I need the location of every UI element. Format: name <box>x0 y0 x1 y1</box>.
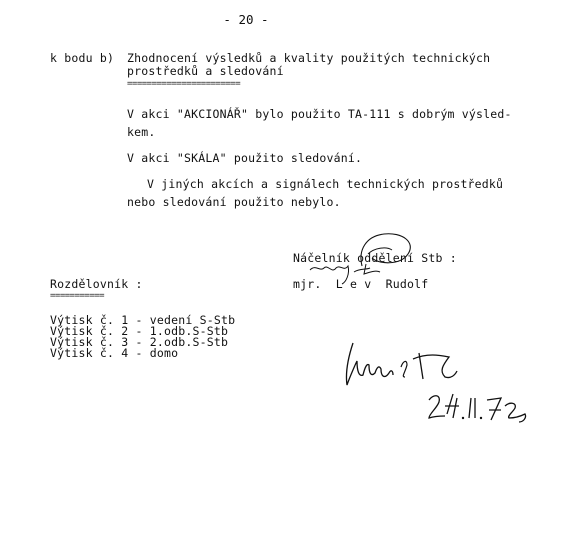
distribution-copy-3: Výtisk č. 3 - 2.odb.S-Stb <box>50 335 229 349</box>
handwritten-initials <box>300 228 430 288</box>
paragraph-3-line-1: V jiných akcích a signálech technických prostředků <box>147 177 504 191</box>
section-label: k bodu b) <box>50 51 115 65</box>
signature-title: Náčelník oddělení Stb : <box>293 251 457 265</box>
paragraph-1-line-2: kem. <box>127 125 156 139</box>
distribution-underline: =========== <box>50 291 105 301</box>
paragraph-2: V akci "SKÁLA" použito sledování. <box>127 151 363 165</box>
section-heading-line1: Zhodnocení výsledků a kvality použitých technických <box>127 51 491 65</box>
heading-underline: ======================= <box>127 79 241 89</box>
paragraph-1-line-1: V akci "AKCIONÁŘ" bylo použito TA-111 s dobrým výsled- <box>127 107 512 121</box>
handwritten-signature <box>335 335 475 395</box>
section-heading-line2: prostředků a sledování <box>127 64 284 78</box>
distribution-heading: Rozdělovník : <box>50 277 143 291</box>
paragraph-3-line-2: nebo sledování použito nebylo. <box>127 195 341 209</box>
page-number: - 20 - <box>223 12 269 27</box>
distribution-copy-1: Výtisk č. 1 - vedení S-Stb <box>50 313 236 327</box>
distribution-copy-4: Výtisk č. 4 - domo <box>50 346 179 360</box>
handwritten-date <box>425 388 535 428</box>
distribution-copy-2: Výtisk č. 2 - 1.odb.S-Stb <box>50 324 229 338</box>
signature-name: mjr. L e v Rudolf <box>293 277 429 291</box>
